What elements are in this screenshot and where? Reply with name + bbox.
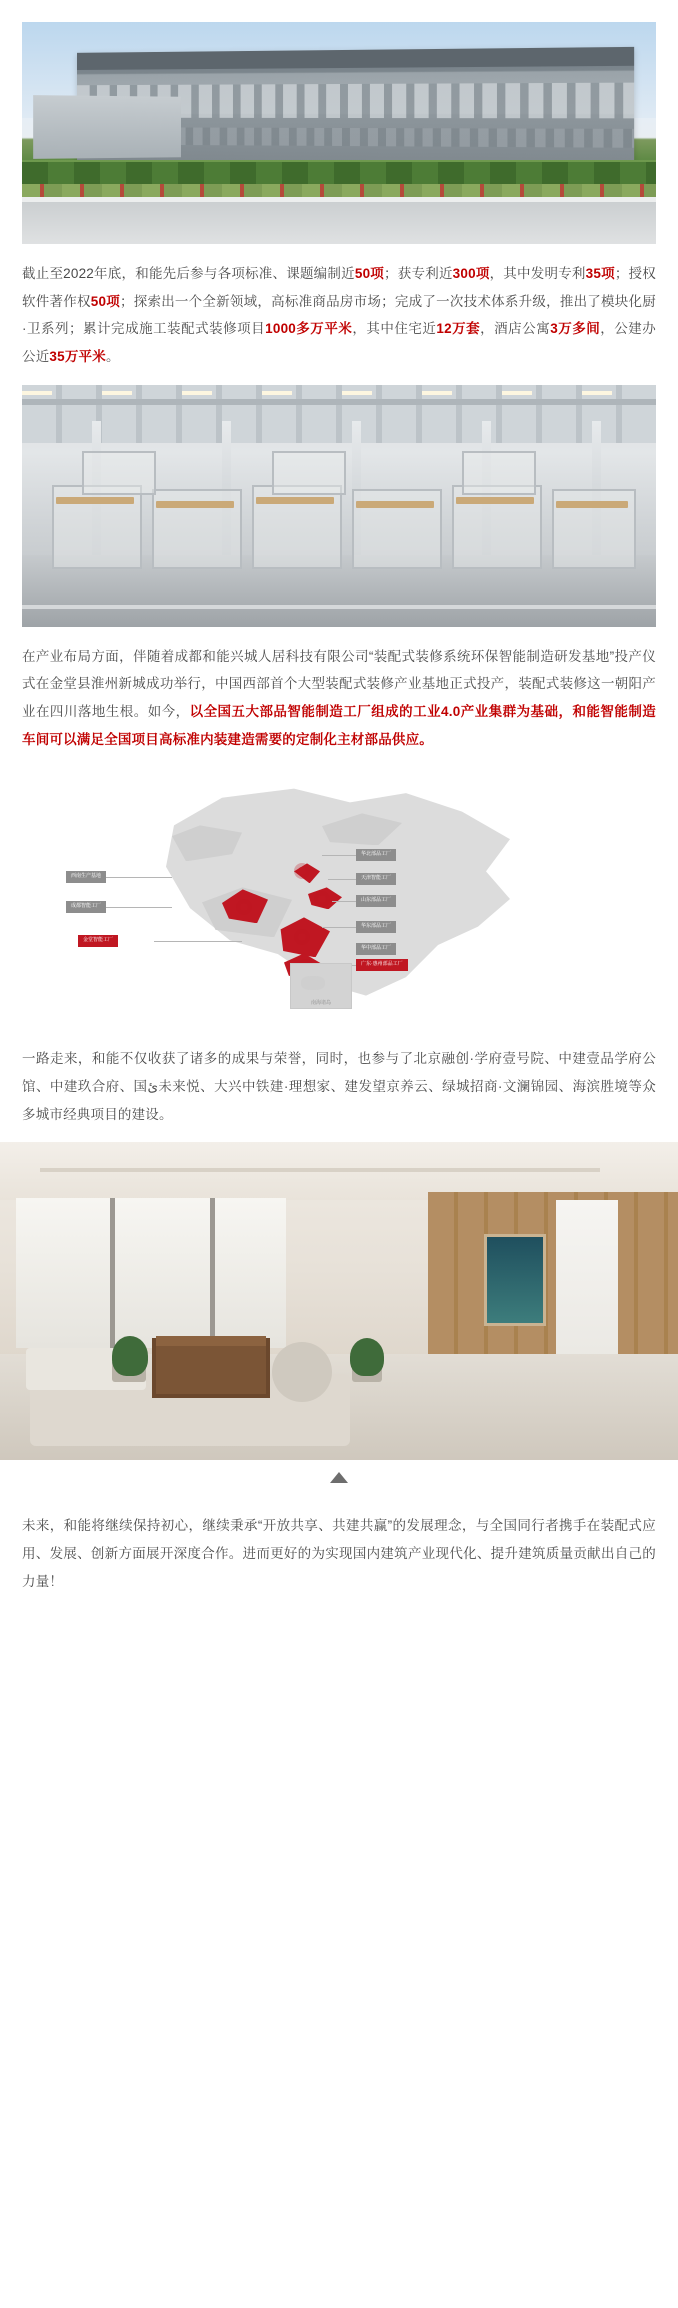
body-text: ，酒店公寓 [480,321,551,337]
paragraph-achievements [0,260,678,371]
body-text: ，其中住宅近 [352,321,437,337]
decorative-arrow [0,1460,678,1496]
hainan-island-shape [301,976,325,990]
wall-artwork [484,1234,546,1326]
emphasis-text: 以全国五大部品智能制造工厂组成的工业4.0产业集群为基础，和能智能制造车间可以满足全国项目高标准内装建造需要的定制化主材部品供应。 [22,704,656,747]
emphasis-text: 50项 [354,266,385,281]
potted-plant [350,1338,384,1376]
lobby-interior-photo [0,1142,678,1460]
material-rack [82,451,156,495]
paragraph-industrial-layout [0,643,678,754]
ceiling-lights [22,391,656,395]
material-rack [272,451,346,495]
wood-panel-stack [56,497,134,504]
floor-marking [22,605,656,609]
body-text: ，其中发明专利 [489,266,586,281]
inset-caption: 南海诸岛 [310,1000,331,1007]
emphasis-text: 50项 [90,293,120,309]
window-panel [116,1198,286,1348]
label-leader-line [154,941,242,942]
label-leader-line [322,855,356,856]
window-mullion [210,1198,215,1348]
annex-building [33,95,181,159]
label-leader-line [106,877,172,878]
emphasis-text: 35项 [585,266,615,281]
table-top [156,1336,266,1346]
emphasis-text: 12万套 [436,321,481,337]
label-leader-line [322,927,356,928]
round-ottoman [272,1342,332,1402]
body-text: ，公建办公近 [22,321,656,365]
potted-plant [112,1336,148,1376]
factory-interior-photo [22,385,656,627]
body-text: 截止至2022年底，和能先后参与各项标准、课题编制近 [22,266,355,281]
emphasis-text: 35万平米 [49,349,106,365]
marble-feature-wall [556,1200,618,1376]
body-text: 在产业布局方面，伴随着成都和能兴城人居科技有限公司“装配式装修系统环保智能制造研发基地”投产仪式在金堂县淮州新城成功举行，中国西部首个大型装配式装修产业基地正式投产，装配式装修这一朝阳产业在四川落地生根。如今， [22,648,656,720]
map-label-shandong: 山东部品工厂 [356,895,396,907]
material-rack [462,451,536,495]
map-label-xinan: 西南生产基地 [66,871,106,883]
top-spacer [0,0,678,22]
ceiling-beam [22,399,656,405]
bottom-spacer [0,1609,678,1637]
map-label-huazhong: 华中部品工厂 [356,943,396,955]
factory-exterior-photo [22,22,656,244]
wood-panel-stack [556,501,628,508]
down-triangle-icon [330,1472,348,1483]
south-sea-islands-inset [290,963,352,1009]
wood-panel-stack [356,501,434,508]
wood-panel-stack [456,497,534,504]
map-label-jintang: 金堂智能工厂 [78,935,118,947]
emphasis-text: 1000多万平米 [265,321,353,337]
body-text: 未来，和能将继续保持初心，继续秉承“开放共享、共建共赢”的发展理念，与全国同行者携手在装配式应用、发展、创新方面展开深度合作。进而更好的为实现国内建筑产业现代化、提升建筑质量贡献出自己的力量！ [22,1518,656,1589]
window-mullion [110,1198,115,1348]
curb-line [22,197,656,202]
label-leader-line [106,907,172,908]
paragraph-future [0,1512,678,1595]
body-text: 一路走来，和能不仅收获了诸多的成果与荣誉，同时，也参与了北京融创·学府壹号院、中建壹品学府公馆、中建玖合府、国ئ未来悦、大兴中铁建·理想家、建发望京养云、绿城招商·文澜锦园、海滨胜境等众多城市经典项目的建设。 [22,1051,656,1122]
china-factory-distribution-map [22,767,656,1029]
map-label-huabei: 华北部品工厂 [356,849,396,861]
wood-panel-stack [256,497,334,504]
body-text: ；获专利近 [384,266,453,281]
map-label-huadong: 华东部品工厂 [356,921,396,933]
road-surface [22,198,656,244]
emphasis-text: 300项 [452,266,490,281]
ceiling-light-slot [40,1168,600,1172]
label-leader-line [328,879,356,880]
label-leader-line [332,901,356,902]
emphasis-text: 3万多间 [550,321,601,337]
map-label-tianjin: 天津智能工厂 [356,873,396,885]
body-text: ；授权软件著作权 [22,266,656,309]
body-text: ；探索出一个全新领域，高标准商品房市场；完成了一次技术体系升级，推出了模块化厨·卫系列；累计完成施工装配式装修项目 [22,293,656,337]
wood-panel-stack [156,501,234,508]
map-label-chengdu: 成都智能工厂 [66,901,106,913]
coffee-table [152,1338,270,1398]
body-text: 。 [105,349,120,365]
paragraph-projects [0,1045,678,1128]
map-label-guangdong: 广东·惠州部品工厂 [356,959,408,971]
